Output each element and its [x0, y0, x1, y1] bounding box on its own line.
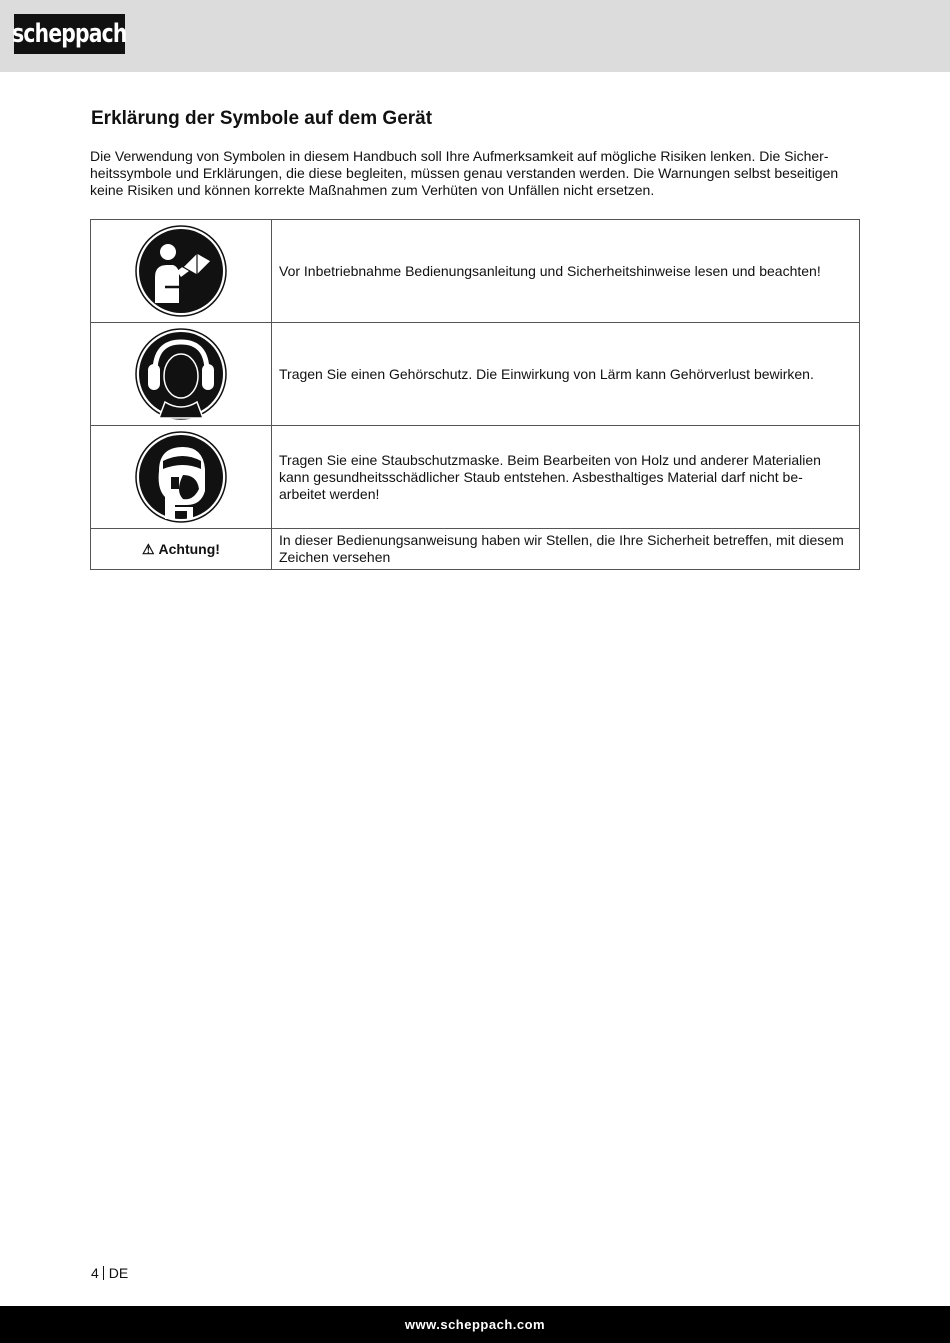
symbol-description: Vor Inbetriebnahme Bedienungsanleitung und Sicherheitshinweise lesen und beachten! — [272, 220, 860, 323]
table-row — [91, 426, 860, 529]
read-manual-icon — [135, 225, 227, 317]
table-row — [91, 323, 860, 426]
ear-protection-icon — [135, 328, 227, 420]
symbol-table — [90, 219, 860, 570]
symbol-description: In dieser Bedienungsanweisung haben wir Stellen, die Ihre Sicherheit betreffen, mit diesem Zeichen versehen — [272, 529, 860, 570]
brand-logo: scheppach — [14, 14, 125, 54]
page-footer — [0, 1306, 950, 1343]
page-number — [91, 1265, 128, 1281]
intro-paragraph: Die Verwendung von Symbolen in diesem Handbuch soll Ihre Aufmerksamkeit auf mögliche Risiken lenken. Die Sicher-heitssymbole und Erklärungen, die diese begleiten, müssen genau verstanden werden. Die Warnungen selbst beseitigen keine Risiken und können korrekte Maßnahmen zum Verhüten von Unfällen nicht ersetzen. — [90, 148, 839, 198]
table-row — [91, 529, 860, 570]
page-separator — [103, 1266, 104, 1280]
symbol-description: Tragen Sie einen Gehörschutz. Die Einwirkung von Lärm kann Gehörverlust bewirken. — [272, 323, 860, 426]
page-language: DE — [108, 1265, 129, 1281]
page-header — [0, 0, 950, 72]
dust-mask-icon — [135, 431, 227, 523]
page-number-value: 4 — [91, 1265, 99, 1281]
warning-triangle-icon: ⚠ — [142, 540, 155, 557]
symbol-description: Tragen Sie eine Staubschutzmaske. Beim Bearbeiten von Holz und anderer Materialien kann gesundheitsschädlicher Staub entstehen. Asbesthaltiges Material darf nicht be-arbeitet werden! — [272, 426, 860, 529]
page-title: Erklärung der Symbole auf dem Gerät — [91, 108, 433, 129]
table-row — [91, 220, 860, 323]
footer-url[interactable]: www.scheppach.com — [404, 1317, 546, 1332]
warning-label: Achtung! — [158, 540, 220, 557]
